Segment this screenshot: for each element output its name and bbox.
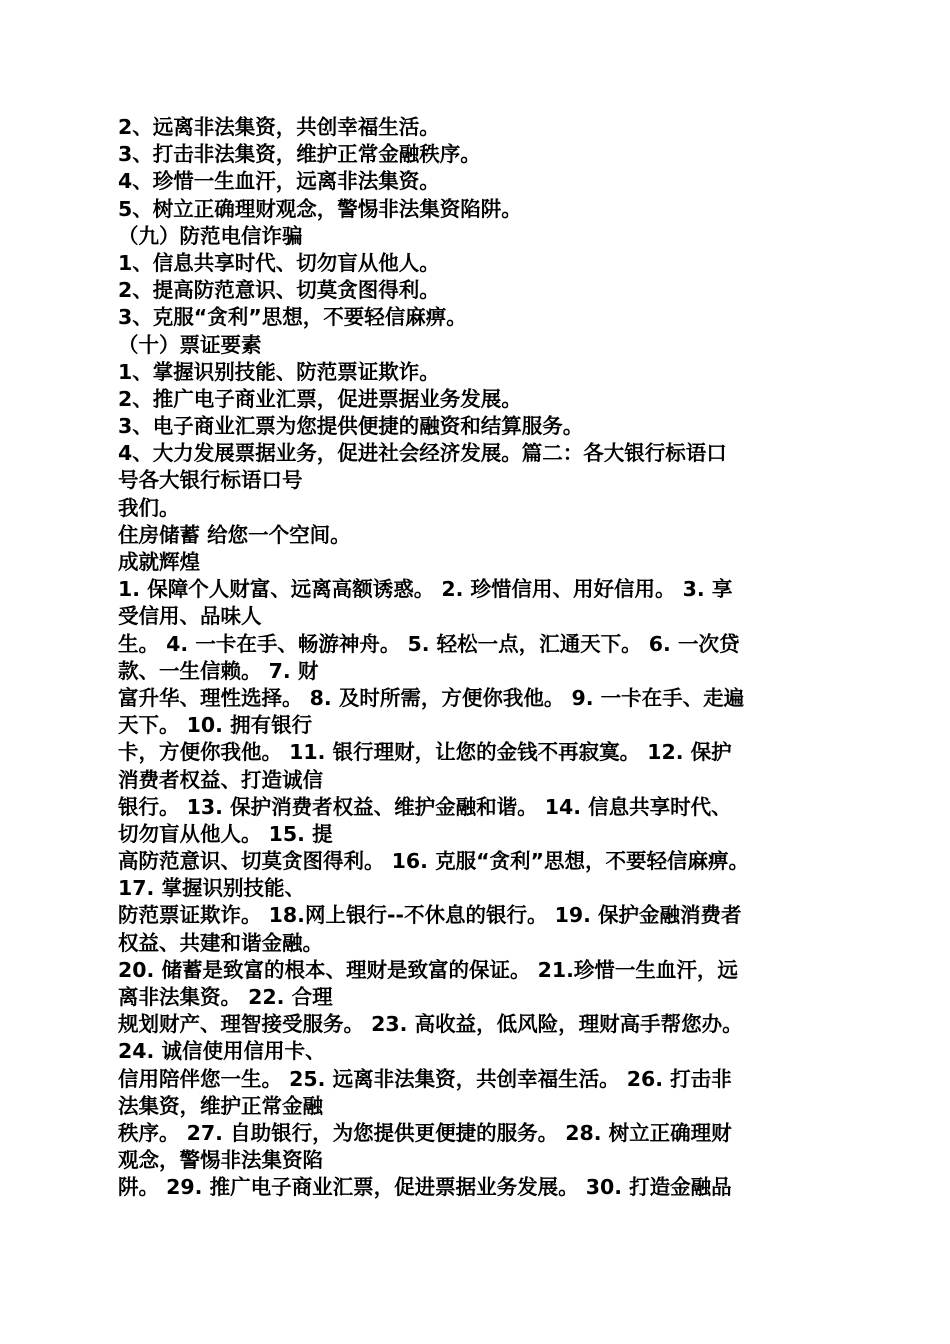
text-line: 3、电子商业汇票为您提供便捷的融资和结算服务。 bbox=[118, 414, 584, 439]
text-line: 号各大银行标语口号 bbox=[118, 468, 303, 493]
text-line: 阱。 29. 推广电子商业汇票，促进票据业务发展。 30. 打造金融品 bbox=[118, 1175, 732, 1200]
text-line: 秩序。 27. 自助银行，为您提供更便捷的服务。 28. 树立正确理财 bbox=[118, 1120, 732, 1145]
text-line: 权益、共建和谐金融。 bbox=[118, 930, 323, 955]
text-line: 受信用、品味人 bbox=[118, 604, 262, 629]
section-heading: （十）票证要素 bbox=[118, 332, 262, 357]
text-line: 1、掌握识别技能、防范票证欺诈。 bbox=[118, 359, 440, 384]
text-line: 住房储蓄 给您一个空间。 bbox=[118, 522, 351, 547]
text-line: 防范票证欺诈。 18.网上银行--不休息的银行。 19. 保护金融消费者 bbox=[118, 903, 742, 928]
text-line: 切勿盲从他人。 15. 提 bbox=[118, 821, 333, 846]
text-line: 生。 4. 一卡在手、畅游神舟。 5. 轻松一点，汇通天下。 6. 一次贷 bbox=[118, 631, 740, 656]
text-line: 高防范意识、切莫贪图得利。 16. 克服“贪利”思想，不要轻信麻痹。 bbox=[118, 849, 750, 874]
text-line: 天下。 10. 拥有银行 bbox=[118, 713, 313, 738]
text-line: 银行。 13. 保护消费者权益、维护金融和谐。 14. 信息共享时代、 bbox=[118, 794, 732, 819]
text-line: 款、一生信赖。 7. 财 bbox=[118, 658, 319, 683]
text-line: 成就辉煌 bbox=[118, 550, 200, 574]
text-line: 2、推广电子商业汇票，促进票据业务发展。 bbox=[118, 386, 522, 411]
text-line: 3、打击非法集资，维护正常金融秩序。 bbox=[118, 142, 481, 167]
text-line: 信用陪伴您一生。 25. 远离非法集资，共创幸福生活。 26. 打击非 bbox=[118, 1066, 732, 1091]
text-line: 离非法集资。 22. 合理 bbox=[118, 985, 333, 1009]
text-line: 4、珍惜一生血汗，远离非法集资。 bbox=[118, 169, 440, 194]
text-line: 我们。 bbox=[118, 495, 180, 520]
text-line: 3、克服“贪利”思想，不要轻信麻痹。 bbox=[118, 305, 467, 330]
text-line: 消费者权益、打造诚信 bbox=[118, 767, 323, 792]
text-line: 5、树立正确理财观念，警惕非法集资陷阱。 bbox=[118, 196, 522, 221]
text-line: 24. 诚信使用信用卡、 bbox=[118, 1039, 326, 1064]
text-line: 规划财产、理智接受服务。 23. 高收益，低风险，理财高手帮您办。 bbox=[118, 1012, 743, 1037]
text-line: 观念，警惕非法集资陷 bbox=[118, 1148, 323, 1173]
section-heading: （九）防范电信诈骗 bbox=[118, 223, 303, 248]
text-line: 2、提高防范意识、切莫贪图得利。 bbox=[118, 278, 440, 303]
text-line: 1. 保障个人财富、远离高额诱惑。 2. 珍惜信用、用好信用。 3. 享 bbox=[118, 577, 733, 602]
text-line: 富升华、理性选择。 8. 及时所需，方便你我他。 9. 一卡在手、走遍 bbox=[118, 685, 745, 710]
text-line: 2、远离非法集资，共创幸福生活。 bbox=[118, 115, 440, 139]
text-line: 卡，方便你我他。 11. 银行理财，让您的金钱不再寂寞。 12. 保护 bbox=[118, 740, 732, 765]
text-line: 17. 掌握识别技能、 bbox=[118, 876, 305, 901]
text-line: 4、大力发展票据业务，促进社会经济发展。篇二：各大银行标语口 bbox=[118, 441, 727, 466]
text-line: 20. 储蓄是致富的根本、理财是致富的保证。 21.珍惜一生血汗，远 bbox=[118, 957, 738, 982]
document-body bbox=[118, 114, 838, 1202]
text-line: 1、信息共享时代、切勿盲从他人。 bbox=[118, 250, 440, 275]
text-line: 法集资，维护正常金融 bbox=[118, 1093, 323, 1118]
